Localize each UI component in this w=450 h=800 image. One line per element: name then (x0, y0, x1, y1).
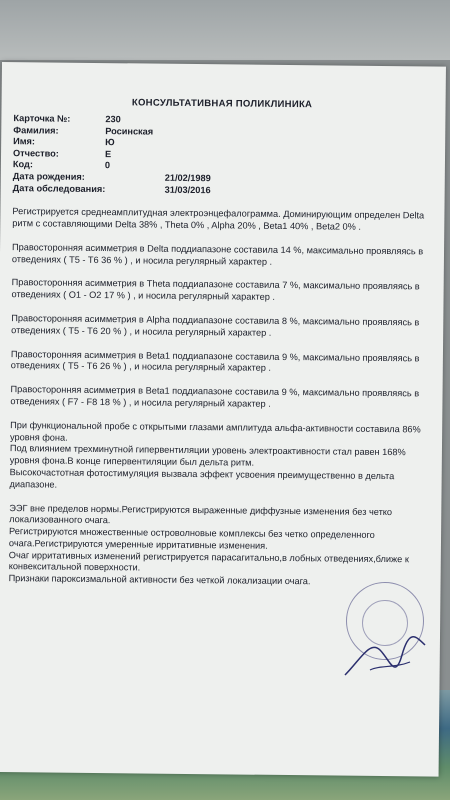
field-value: Ю (105, 137, 115, 148)
document-content (5, 68, 435, 590)
field-value: 31/03/2016 (164, 184, 211, 195)
field-value: 21/02/1989 (164, 172, 211, 184)
report-paragraph: При функциональной пробе с открытыми глазами амплитуда альфа-активности составила 86% уровня фона. Под влиянием трехминутной гипервентиляции уровень электроактивности стал равен 168% уровня фона.В конце гипервентиляции был дельта ритм. Высокочастотная фотостимуляция вызвала эффект усвоения преимущественно в дельта диапазоне. (9, 419, 421, 490)
background-top (0, 0, 450, 60)
field-label: Карточка №: (13, 113, 71, 124)
field-label: Дата рождения: (12, 171, 85, 182)
patient-info (13, 113, 435, 199)
report-paragraph: Правосторонняя асимметрия в Beta1 поддиапазоне составила 9 %, максимально проявляясь в отведениях ( T5 - T6 26 % ) , и носила регулярный характер . (10, 348, 420, 374)
field-label: Код: (12, 159, 33, 170)
report-paragraph: Регистрируется среднеамплитудная электроэнцефалограмма. Доминирующим определен Delta ритм с составляющими Delta 38% , Theta 0% , Alpha 20% , Beta1 40% , Beta2 0% . (12, 206, 425, 232)
field-value: 230 (105, 114, 121, 125)
field-label: Отчество: (12, 147, 59, 159)
field-value: Росинская (105, 125, 154, 137)
field-label: Фамилия: (13, 124, 59, 136)
field-value: 0 (104, 160, 111, 171)
report-paragraph: Правосторонняя асимметрия в Delta поддиапазоне составила 14 %, максимально проявляясь в отведениях ( T5 - T6 36 % ) , и носила регулярный характер . (11, 241, 424, 267)
signature-icon (340, 620, 430, 690)
report-paragraph: ЭЭГ вне пределов нормы.Регистрируются выраженные диффузные изменения без четко локализованного очага. Регистрируются множественные островолновые комплексы без четко определенного очага.Регистрируются умеренные ирритативные изменения. Очаг ирритативных изменений регистрируется парасагитально,в лобных отведениях,ближе к конвекситальной поверхности. Признаки пароксизмальной активности без четкой локализации очага. (8, 502, 409, 587)
field-label: Имя: (13, 136, 36, 147)
field-value: Е (104, 148, 112, 159)
field-label: Дата обследования: (12, 182, 106, 194)
report-paragraph: Правосторонняя асимметрия в Alpha поддиапазоне составила 8 %, максимально проявляясь в отведениях ( T5 - T6 20 % ) , и носила регулярный характер . (11, 313, 420, 338)
report-paragraph: Правосторонняя асимметрия в Theta поддиапазоне составила 7 %, максимально проявляясь в отведениях ( O1 - O2 17 % ) , и носила регулярный характер . (11, 277, 420, 303)
document-title: КОНСУЛЬТАТИВНАЯ ПОЛИКЛИНИКА (131, 97, 313, 111)
report-paragraph: Правосторонняя асимметрия в Beta1 поддиапазоне составила 9 %, максимально проявляясь в отведениях ( F7 - F8 18 % ) , и носила регулярный характер . (10, 384, 420, 409)
report-body (5, 206, 434, 589)
